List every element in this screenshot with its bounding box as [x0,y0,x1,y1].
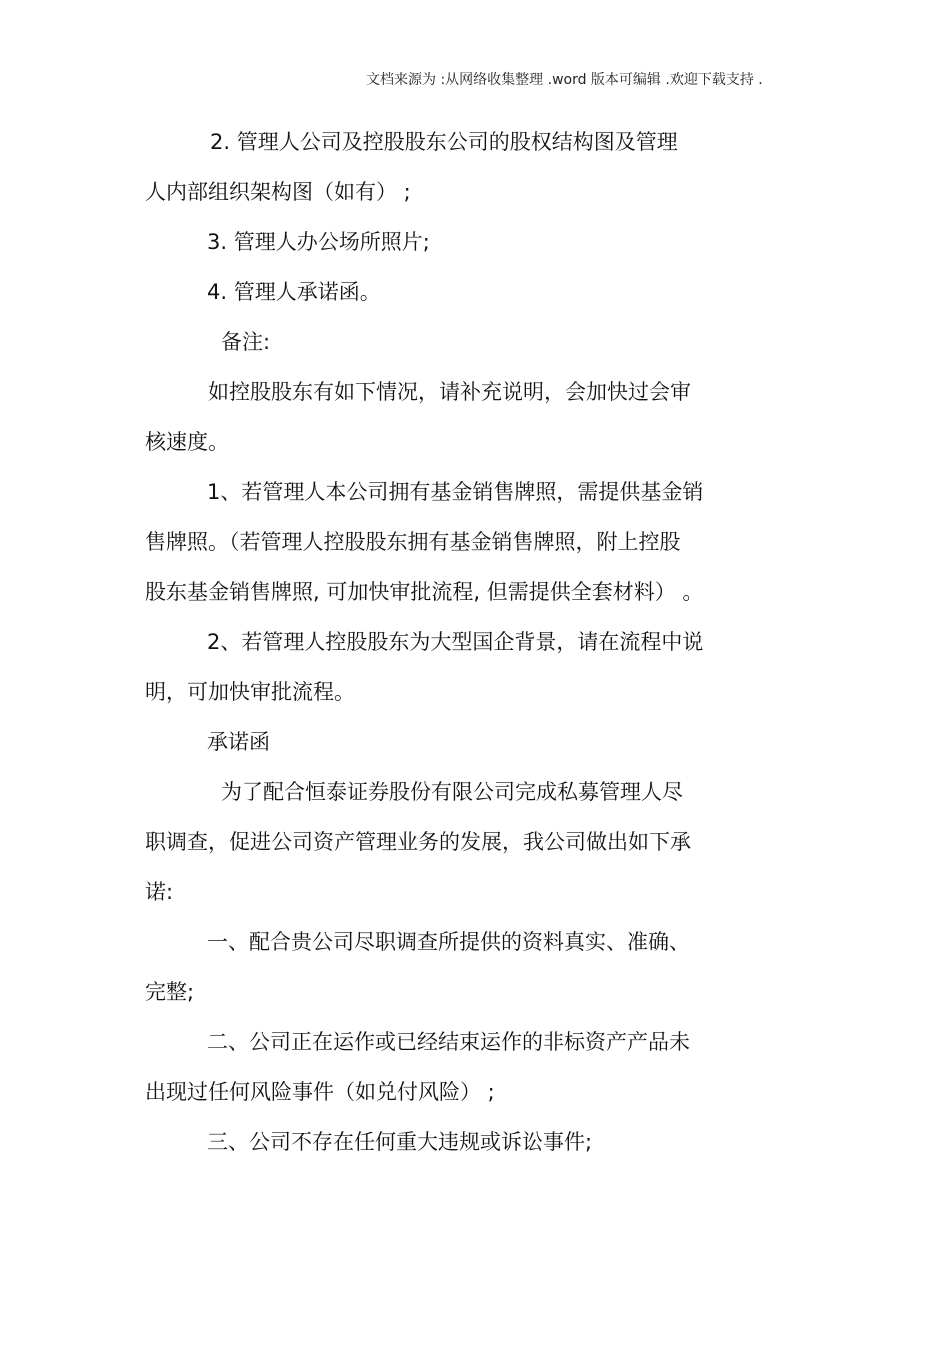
remark-intro-line-1: 如控股股东有如下情况，请补充说明，会加快过会审 [208,380,691,404]
remark-intro-line-2: 核速度。 [145,430,229,454]
commitment-2-line-1: 二、公司正在运作或已经结束运作的非标资产产品未 [207,1030,690,1054]
commitment-intro-line-1: 为了配合恒泰证券股份有限公司完成私募管理人尽 [221,780,683,804]
item-2-line-2: 人内部组织架构图（如有） ; [145,180,411,204]
commitment-intro-line-2: 职调查，促进公司资产管理业务的发展，我公司做出如下承 [145,830,691,854]
commitment-3-line: 三、公司不存在任何重大违规或诉讼事件; [207,1130,593,1154]
commitment-1-line-2: 完整; [145,980,195,1004]
remark-2-line-2: 明，可加快审批流程。 [145,680,355,704]
commitment-intro-line-3: 诺: [145,880,174,904]
commitment-1-line-1: 一、配合贵公司尽职调查所提供的资料真实、准确、 [207,930,690,954]
item-4-line: 4. 管理人承诺函。 [207,280,381,304]
item-3-line: 3. 管理人办公场所照片; [207,230,430,254]
item-2-line-1: 2. 管理人公司及控股股东公司的股权结构图及管理 [210,130,678,154]
remark-heading: 备注: [221,330,271,354]
remark-1-line-3: 股东基金销售牌照, 可加快审批流程, 但需提供全套材料） 。 [145,580,704,604]
remark-1-line-1: 1、若管理人本公司拥有基金销售牌照，需提供基金销 [207,480,704,504]
commitment-2-line-2: 出现过任何风险事件（如兑付风险） ; [145,1080,495,1104]
remark-2-line-1: 2、若管理人控股股东为大型国企背景，请在流程中说 [207,630,704,654]
source-header: 文档来源为 :从网络收集整理 .word 版本可编辑 .欢迎下载支持 . [366,72,763,88]
commitment-heading: 承诺函 [207,730,270,754]
remark-1-line-2: 售牌照。（若管理人控股股东拥有基金销售牌照，附上控股 [145,530,681,554]
